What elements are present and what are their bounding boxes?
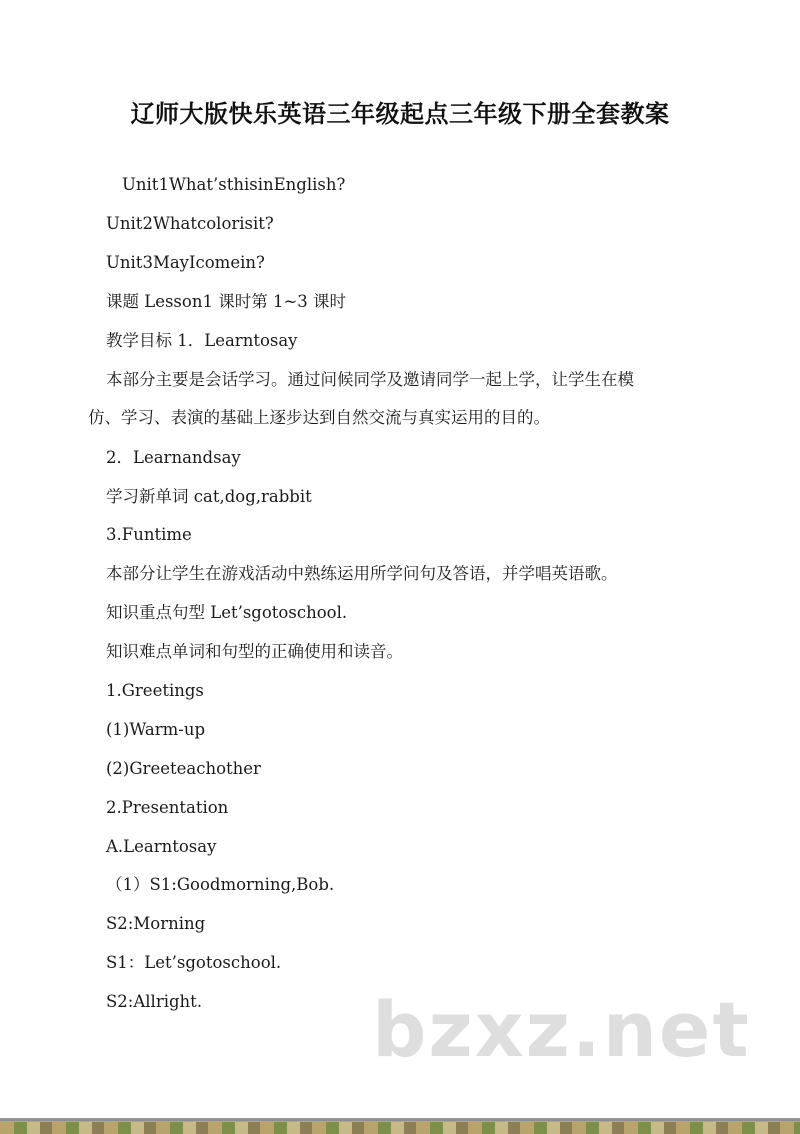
text-line: （1）S1:Goodmorning,Bob. xyxy=(106,875,335,894)
text-line: 知识重点句型 Let’sgotoschool. xyxy=(106,603,348,622)
text-line: S2:Morning xyxy=(106,914,206,933)
text-line: S2:Allright. xyxy=(106,992,203,1011)
text-line: A.Learntosay xyxy=(106,837,217,856)
text-line: 2.Presentation xyxy=(106,798,229,817)
text-line: (2)Greeteachother xyxy=(106,759,261,778)
text-line: Unit1What’sthisinEnglish? xyxy=(122,175,346,194)
text-line: Unit3MayIcomein? xyxy=(106,253,265,272)
text-line: 学习新单词 cat,dog,rabbit xyxy=(106,487,312,506)
text-line: Unit2Whatcolorisit? xyxy=(106,214,274,233)
text-line: 2．Learnandsay xyxy=(106,448,241,467)
watermark: bzxz.net xyxy=(372,985,751,1074)
next-page-preview-strip xyxy=(0,1122,800,1134)
text-line: 知识难点单词和句型的正确使用和读音。 xyxy=(106,642,403,661)
text-line: S1：Let’sgotoschool. xyxy=(106,953,282,972)
text-line: 1.Greetings xyxy=(106,681,204,700)
document-page xyxy=(6,0,794,1118)
text-line: 本部分主要是会话学习。通过问候同学及邀请同学一起上学，让学生在模 xyxy=(106,370,634,389)
document-title: 辽师大版快乐英语三年级起点三年级下册全套教案 xyxy=(130,100,670,128)
text-line: 课题 Lesson1 课时第 1~3 课时 xyxy=(106,292,347,311)
text-line: 本部分让学生在游戏活动中熟练运用所学问句及答语，并学唱英语歌。 xyxy=(106,564,618,583)
text-line: 仿、学习、表演的基础上逐步达到自然交流与真实运用的目的。 xyxy=(88,408,550,427)
text-line: 教学目标 1．Learntosay xyxy=(106,331,298,350)
text-line: 3.Funtime xyxy=(106,525,192,544)
text-line: (1)Warm-up xyxy=(106,720,206,739)
